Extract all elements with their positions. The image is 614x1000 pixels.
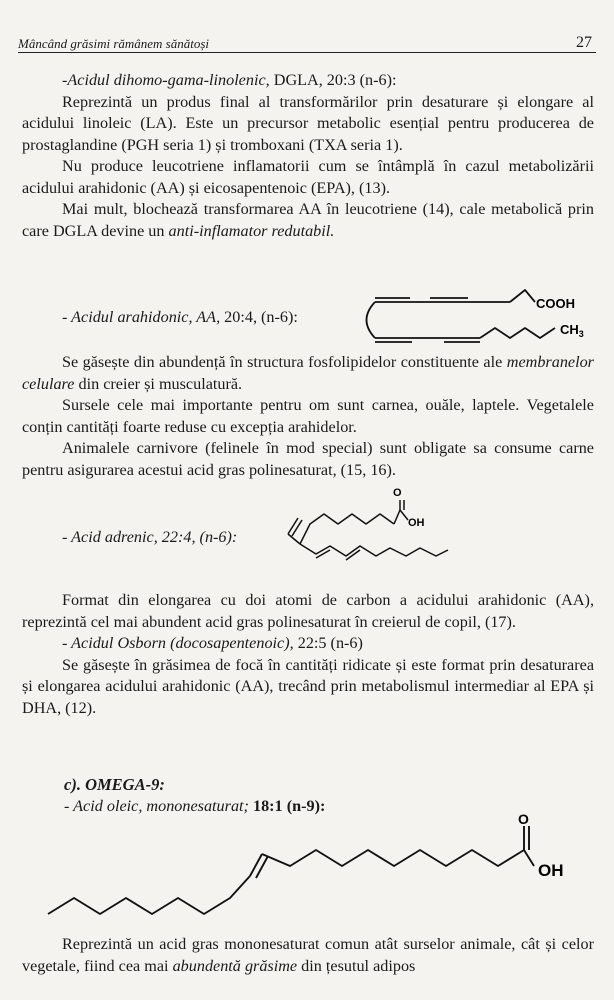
aa-name: - Acidul arahidonic, AA, <box>62 308 221 326</box>
aa-title <box>62 308 298 327</box>
aa-paragraph-3: Animalele carnivore (felinele în mod special) sunt obligate sa consume carne pentru asigurarea acestui acid gras polinesaturat, (15, 16). <box>22 439 594 479</box>
aa-paragraph-1: Se găsește din abundență în structura fosfolipidelor constituente ale membranelor celulare din creier și musculatură. <box>22 353 594 393</box>
aa-section <box>22 352 594 481</box>
arachidonic-acid-structure <box>350 282 600 350</box>
dgla-name: -Acidul dihomo-gama-linolenic, <box>62 71 270 89</box>
aa-p1-emphasis: membranelor celulare <box>22 353 594 393</box>
page-number: 27 <box>576 34 592 51</box>
adrenic-paragraph-1: Format din elongarea cu doi atomi de carbon a acidului arahidonic (AA), reprezintă cel mai abundent acid gras polinesaturat în creierul de copil, (17). <box>22 591 594 631</box>
osborn-title <box>22 633 594 655</box>
oleic-o-label: O <box>518 811 529 827</box>
aa-ch3-label: $CH_3$ <box>560 322 584 339</box>
book-title: Mâncând grăsimi rămânem sănătoși <box>18 36 210 51</box>
dgla-p3-text: Mai mult, blochează transformarea AA în leucotriene (14), cale metabolică prin care DGLA devine un <box>22 200 594 240</box>
oleic-p1-emphasis: abundentă grăsime <box>172 956 298 975</box>
oleic-acid-structure <box>40 811 580 930</box>
oleic-name: - Acid oleic, mononesaturat; <box>64 797 249 815</box>
adrenic-acid-structure <box>280 482 450 582</box>
dgla-paragraph-2: Nu produce leucotriene inflamatorii cum se întâmplă în cazul metabolizării acidului arahidonic (AA) și eicosapentenoic (EPA), (13). <box>22 157 594 197</box>
adrenic-section <box>22 590 594 719</box>
running-header <box>18 26 596 53</box>
osborn-name: - Acidul Osborn (docosapentenoic), <box>62 634 294 652</box>
dgla-formula: DGLA, 20:3 (n-6): <box>269 71 397 89</box>
oleic-title <box>64 797 325 816</box>
osborn-paragraph-1: Se găsește în grăsimea de focă în cantități ridicate și este format prin desaturarea și elongarea acidului arahidonic (AA), trecând prin metabolismul intermediar al EPA și DHA, (12). <box>22 655 594 717</box>
adrenic-name: - Acid adrenic, 22:4, (n-6): <box>62 528 238 546</box>
adrenic-oh-label: OH <box>408 517 425 529</box>
omega9-heading: c). OMEGA-9: <box>64 775 165 794</box>
oleic-oh-label: OH <box>538 861 564 880</box>
dgla-paragraph-1: Reprezintă un produs final al transformărilor prin desaturare și elongare al acidului linoleic (LA). Este un precursor metabolic esențial pentru producerea de prostaglandine (PGH seria 1) și tromboxani (TXA seria 1). <box>22 92 594 154</box>
oleic-formula: 18:1 (n-9): <box>248 797 326 815</box>
dgla-section <box>22 70 594 242</box>
aa-paragraph-2: Sursele cele mai importante pentru om sunt carnea, ouăle, laptele. Vegetalele conțin cantități foarte reduse cu excepția arahidelor. <box>22 396 594 436</box>
oleic-paragraph-1: Reprezintă un acid gras mononesaturat comun atât surselor animale, cât și celor vegetale, fiind cea mai abundentă grăsime din țesutul adipos <box>22 935 594 975</box>
osborn-formula: 22:5 (n-6) <box>293 634 363 652</box>
aa-cooh-label: COOH <box>536 296 575 311</box>
adrenic-o-label: O <box>393 487 402 499</box>
dgla-paragraph-3 <box>22 199 594 242</box>
aa-formula: 20:4, (n-6): <box>220 308 298 326</box>
oleic-section <box>22 934 594 977</box>
dgla-title <box>22 70 594 92</box>
dgla-p3-emphasis: anti-inflamator redutabil. <box>168 221 335 240</box>
adrenic-title <box>62 528 237 547</box>
